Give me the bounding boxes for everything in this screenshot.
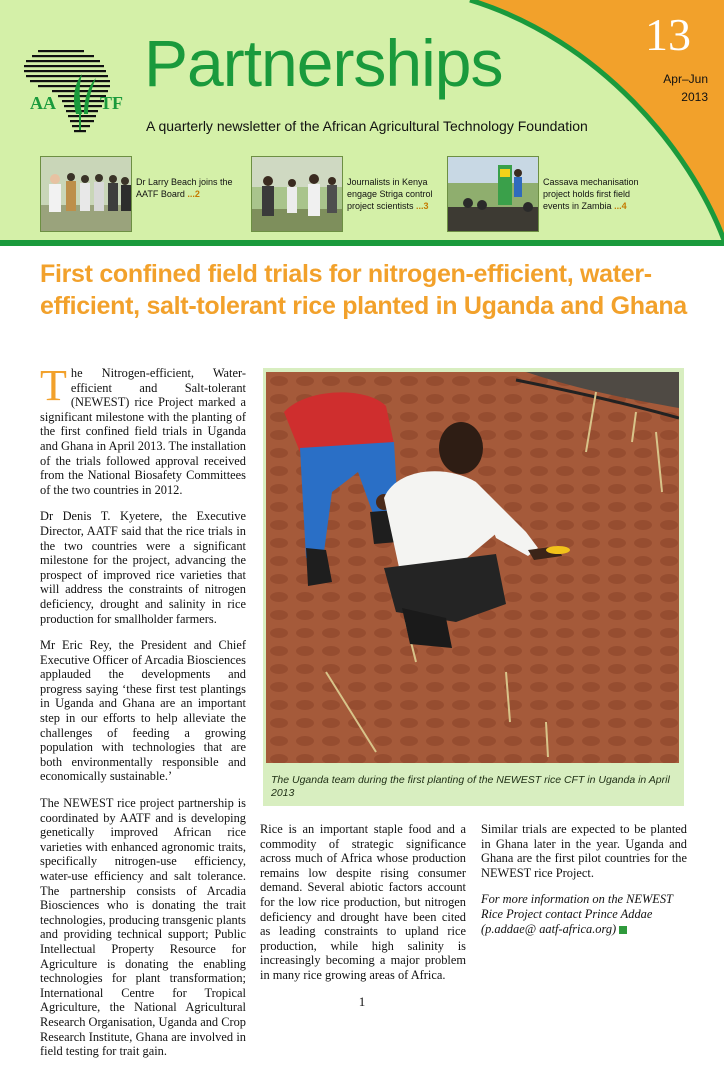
teaser-page: ...2 (187, 189, 200, 199)
paragraph-6: Similar trials are expected to be planted in Ghana later in the year. Uganda and Ghana are the first pilot countries for the NEWEST rice Project. (481, 822, 687, 880)
teaser-photo (40, 156, 132, 232)
article-column-left (40, 361, 246, 1071)
contact-paragraph (481, 892, 687, 936)
aatf-logo (22, 44, 132, 140)
paragraph-5: Rice is an important staple food and a commodity of strategic significance across much of Africa whose production remains low despite rising consumer demand. Several abiotic factors account for the low rice production, but nitrogen deficiency and drought have been cited as leading constraints to upland rice production, while high salinity is increasingly becoming a major problem in many rice growing areas of Africa. (260, 822, 466, 982)
teaser-caption (136, 176, 240, 200)
teaser-caption (543, 176, 647, 212)
newsletter-title: Partnerships (144, 26, 503, 100)
teaser-photo (447, 156, 539, 232)
paragraph-4: The NEWEST rice project partnership is coordinated by AATF and is developing genetically improved African rice varieties with enhanced agronomic traits, specifically nitrogen-use efficiency, water-use efficiency and salt tolerance. The partnership consists of Arcadia Biosciences who is donating the trait technologies, producing transgenic plants and providing technical support; Public Intellectual Property Resource for Agriculture is donating the enabling technologies for plant transformation; International Centre for Tropical Agriculture, the National Agricultural Research Organisation, Uganda and Crop Research Institute, Ghana are involved in field testing for trait gain. (40, 796, 246, 1059)
teaser-page: ...3 (416, 201, 429, 211)
photo-caption: The Uganda team during the first planting of the NEWEST rice CFT in Uganda in April 2013 (271, 774, 670, 799)
article-headline: First confined field trials for nitrogen-efficient, water-efficient, salt-tolerant rice planted in Uganda and Ghana (40, 260, 687, 320)
issue-number: 13 (645, 9, 691, 60)
contact-text[interactable]: For more information on the NEWEST Rice Project contact Prince Addae (p.addae@ aatf-africa.org) (481, 892, 673, 936)
teaser-text: Cassava mechanisation project holds first field events in Zambia (543, 177, 639, 211)
issue-year: 2013 (681, 90, 708, 104)
field-trial-photo (266, 372, 679, 763)
teaser-text: Dr Larry Beach joins the AATF Board (136, 177, 233, 199)
teaser-page: ...4 (614, 201, 627, 211)
issue-date (660, 70, 708, 106)
teaser-photo (251, 156, 343, 232)
logo-text-right: TF (100, 93, 124, 113)
drop-cap: T (40, 361, 67, 410)
newsletter-subtitle: A quarterly newsletter of the African Agricultural Technology Foundation (146, 118, 588, 134)
issue-period: Apr–Jun (663, 72, 708, 86)
article-column-right (481, 822, 687, 948)
logo-text-left: AA (30, 93, 56, 113)
teaser-caption (347, 176, 451, 212)
paragraph-3: Mr Eric Rey, the President and Chief Executive Officer of Arcadia Biosciences applauded the developments and progress saying ‘these first test plantings in Uganda and Ghana are an important step in our efforts to help alleviate the challenges of feeding a growing population with technologies that are both environmentally responsible and economically sustainable.’ (40, 638, 246, 784)
teaser-text: Journalists in Kenya engage Striga control project scientists (347, 177, 433, 211)
paragraph-2: Dr Denis T. Kyetere, the Executive Director, AATF said that the rice trials in the two countries were a significant milestone for the project, advancing the prospect of improved rice varieties that will address the constraints of nitrogen deficiency, drought and salinity in rice production for smallholder farmers. (40, 509, 246, 626)
end-mark-icon (619, 926, 627, 934)
masthead (0, 0, 724, 246)
article-column-middle (260, 822, 466, 995)
paragraph-1 (40, 361, 246, 497)
paragraph-1-text: he Nitrogen-efficient, Water-efficient and Salt-tolerant (NEWEST) rice Project marked a significant milestone with the planting of the first confined field trials in Uganda and Ghana in April 2013. The installation of the trials followed approval received from the National Biosafety Committees of the two countries in 2012. (40, 366, 246, 497)
page-number: 1 (358, 994, 366, 1009)
